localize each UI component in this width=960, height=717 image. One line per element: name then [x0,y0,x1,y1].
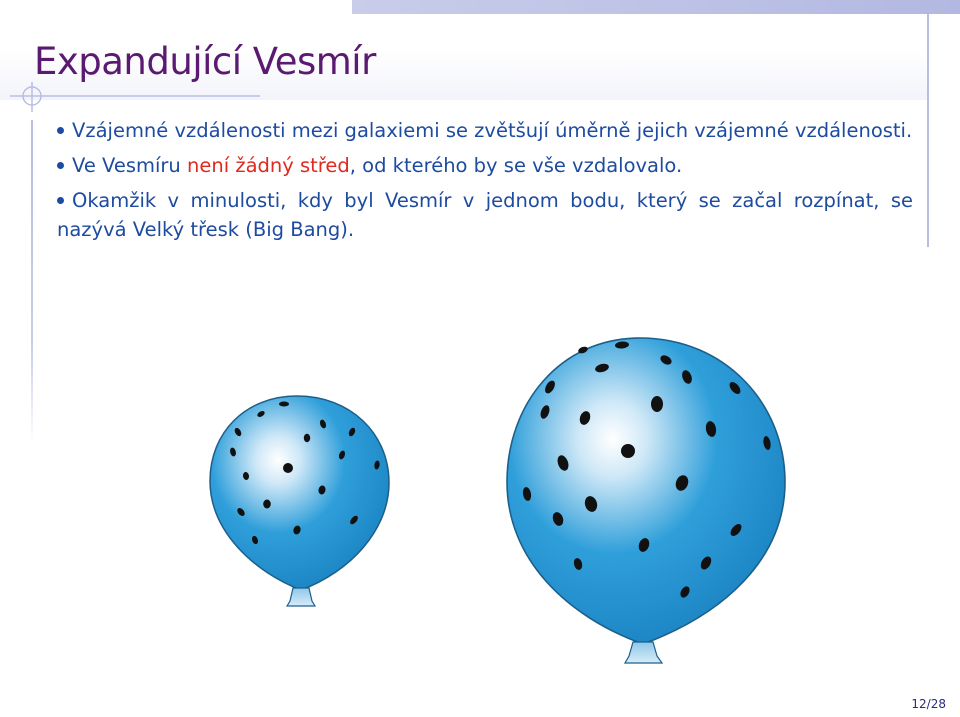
bullet-dot [57,162,64,169]
bullet-dot [57,197,64,204]
bullet-text: Vzájemné vzdálenosti mezi galaxiemi se zvětšují úměrně jejich vzájemné vzdálenosti. [72,119,913,142]
bullet-text-after: , od kterého by se vše vzdalovalo. [349,154,683,177]
bullet-item [57,116,913,145]
bullet-highlight: není žádný střed [187,154,350,177]
crosshair-icon [10,82,260,112]
small-balloon [210,396,389,606]
right-rule [927,14,929,247]
bullet-list [57,116,913,250]
bullet-dot [57,127,64,134]
header-bar [352,0,960,14]
bullet-text-before: Ve Vesmíru [72,154,187,177]
balloons-illustration [0,300,960,680]
bullet-item [57,186,913,244]
page-number: 12/28 [911,697,946,711]
bullet-text: Okamžik v minulosti, kdy byl Vesmír v jednom bodu, který se začal rozpínat, se nazývá Velký třesk (Big Bang). [57,189,913,241]
frame-title: Expandující Vesmír [34,40,376,83]
large-balloon [507,338,785,663]
bullet-item [57,151,913,180]
